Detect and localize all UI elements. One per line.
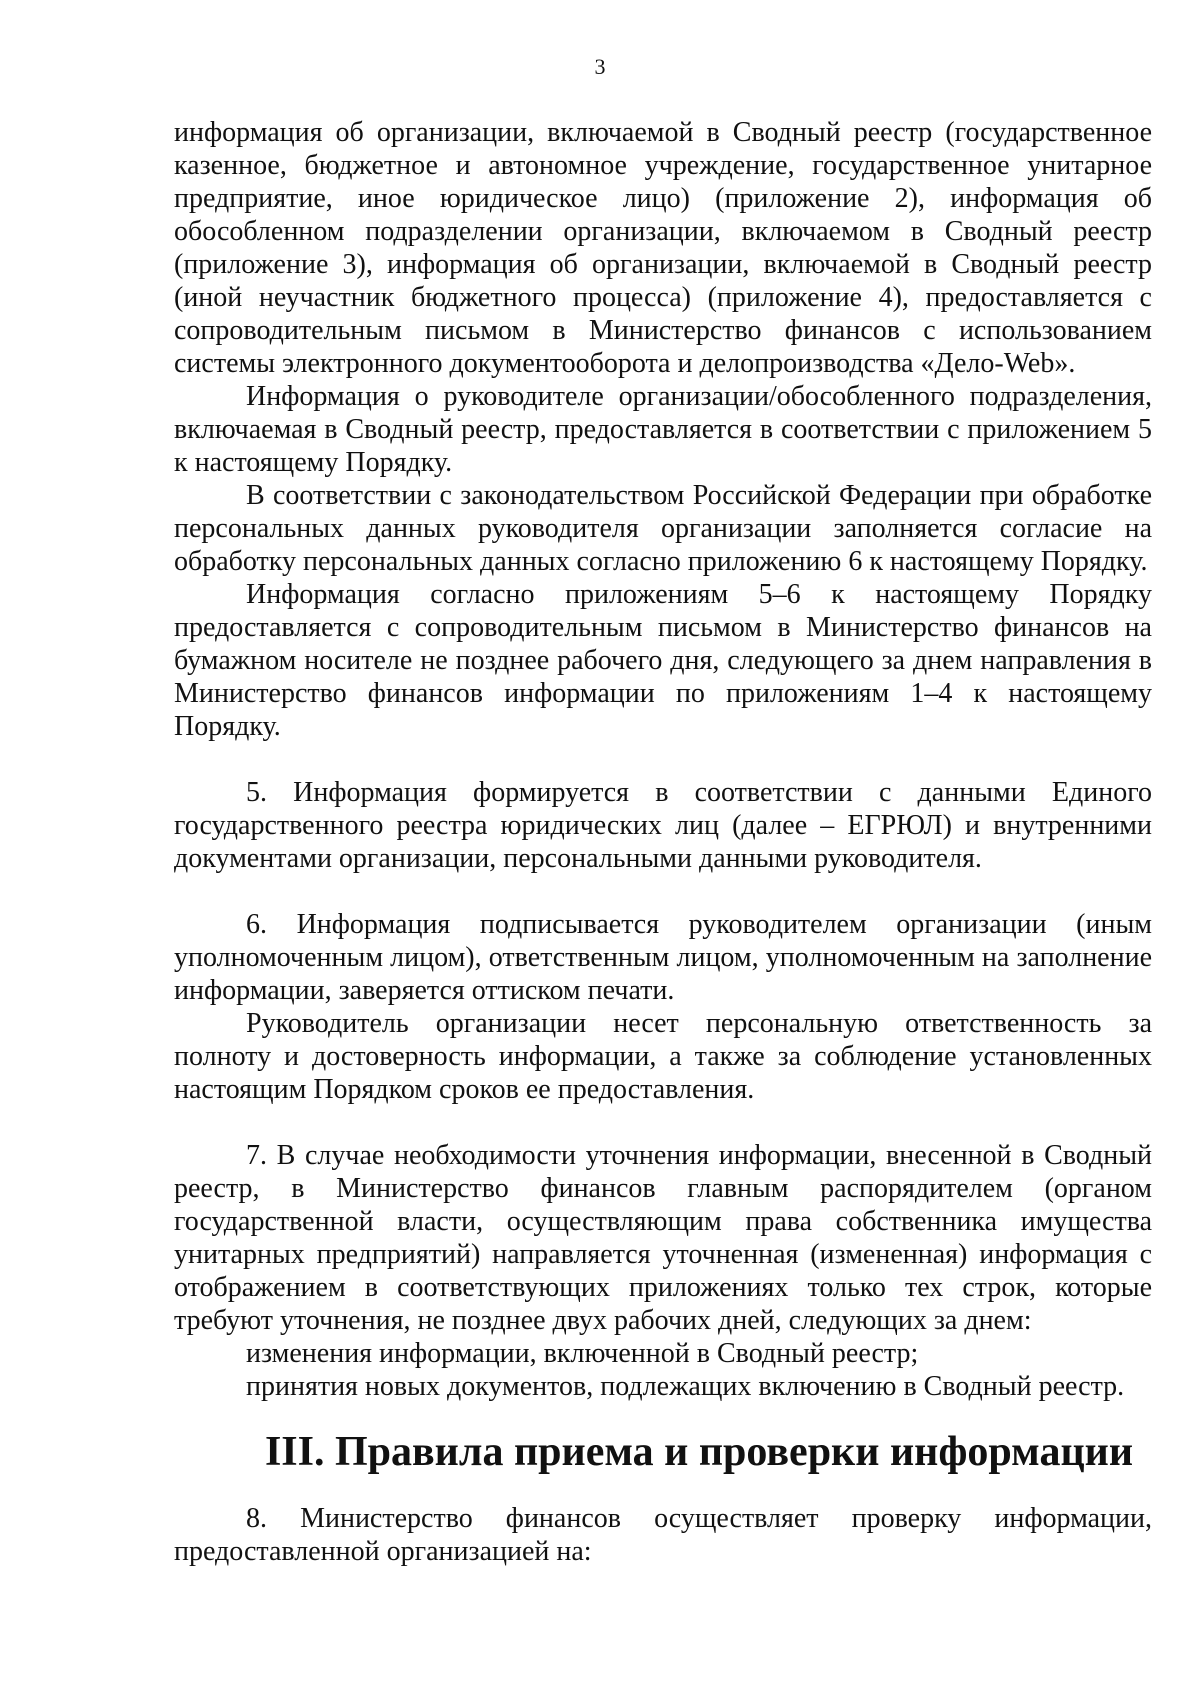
- paragraph-responsibility: Руководитель организации несет персональную ответственность за полноту и достоверность информации, а также за соблюдение установленных настоящим Порядком сроков ее предоставления.: [174, 1008, 1152, 1105]
- clause-6: 6. Информация подписывается руководителем организации (иным уполномоченным лицом), ответственным лицом, уполномоченным на заполнение информации, заверяется оттиском печати.: [174, 909, 1152, 1006]
- section-heading: III. Правила приема и проверки информации: [264, 1429, 1134, 1475]
- document-body: [174, 116, 1152, 1568]
- clause-7-item-changes: изменения информации, включенной в Сводный реестр;: [246, 1338, 919, 1369]
- paragraph-appendices-2-4: информация об организации, включаемой в Сводный реестр (государственное казенное, бюджетное и автономное учреждение, государственное унитарное предприятие, иное юридическое лицо) (приложение 2), информация об обособленном подразделении организации, включаемом в Сводный реестр (приложение 3), информация об организации, включаемой в Сводный реестр (иной неучастник бюджетного процесса) (приложение 4), предоставляется с сопроводительным письмом в Министерство финансов с использованием системы электронного документооборота и делопроизводства «Дело-Web».: [174, 117, 1152, 379]
- paragraph-paper-submission: Информация согласно приложениям 5–6 к настоящему Порядку предоставляется с сопроводительным письмом в Министерство финансов на бумажном носителе не позднее рабочего дня, следующего за днем направления в Министерство финансов информации по приложениям 1–4 к настоящему Порядку.: [174, 579, 1152, 742]
- paragraph-personal-data-consent: В соответствии с законодательством Российской Федерации при обработке персональных данных руководителя организации заполняется согласие на обработку персональных данных согласно приложению 6 к настоящему Порядку.: [174, 480, 1152, 577]
- page-number: 3: [594, 54, 606, 79]
- paragraph-head-info: Информация о руководителе организации/обособленного подразделения, включаемая в Сводный реестр, предоставляется в соответствии с приложением 5 к настоящему Порядку.: [174, 381, 1152, 478]
- clause-7-item-new-documents: принятия новых документов, подлежащих включению в Сводный реестр.: [246, 1371, 1125, 1402]
- clause-5: 5. Информация формируется в соответствии с данными Единого государственного реестра юридических лиц (далее – ЕГРЮЛ) и внутренними документами организации, персональными данными руководителя.: [174, 777, 1152, 874]
- clause-8: 8. Министерство финансов осуществляет проверку информации, предоставленной организацией на:: [174, 1503, 1152, 1567]
- clause-7: 7. В случае необходимости уточнения информации, внесенной в Сводный реестр, в Министерство финансов главным распорядителем (органом государственной власти, осуществляющим права собственника имущества унитарных предприятий) направляется уточненная (измененная) информация с отображением в соответствующих приложениях только тех строк, которые требуют уточнения, не позднее двух рабочих дней, следующих за днем:: [174, 1140, 1152, 1336]
